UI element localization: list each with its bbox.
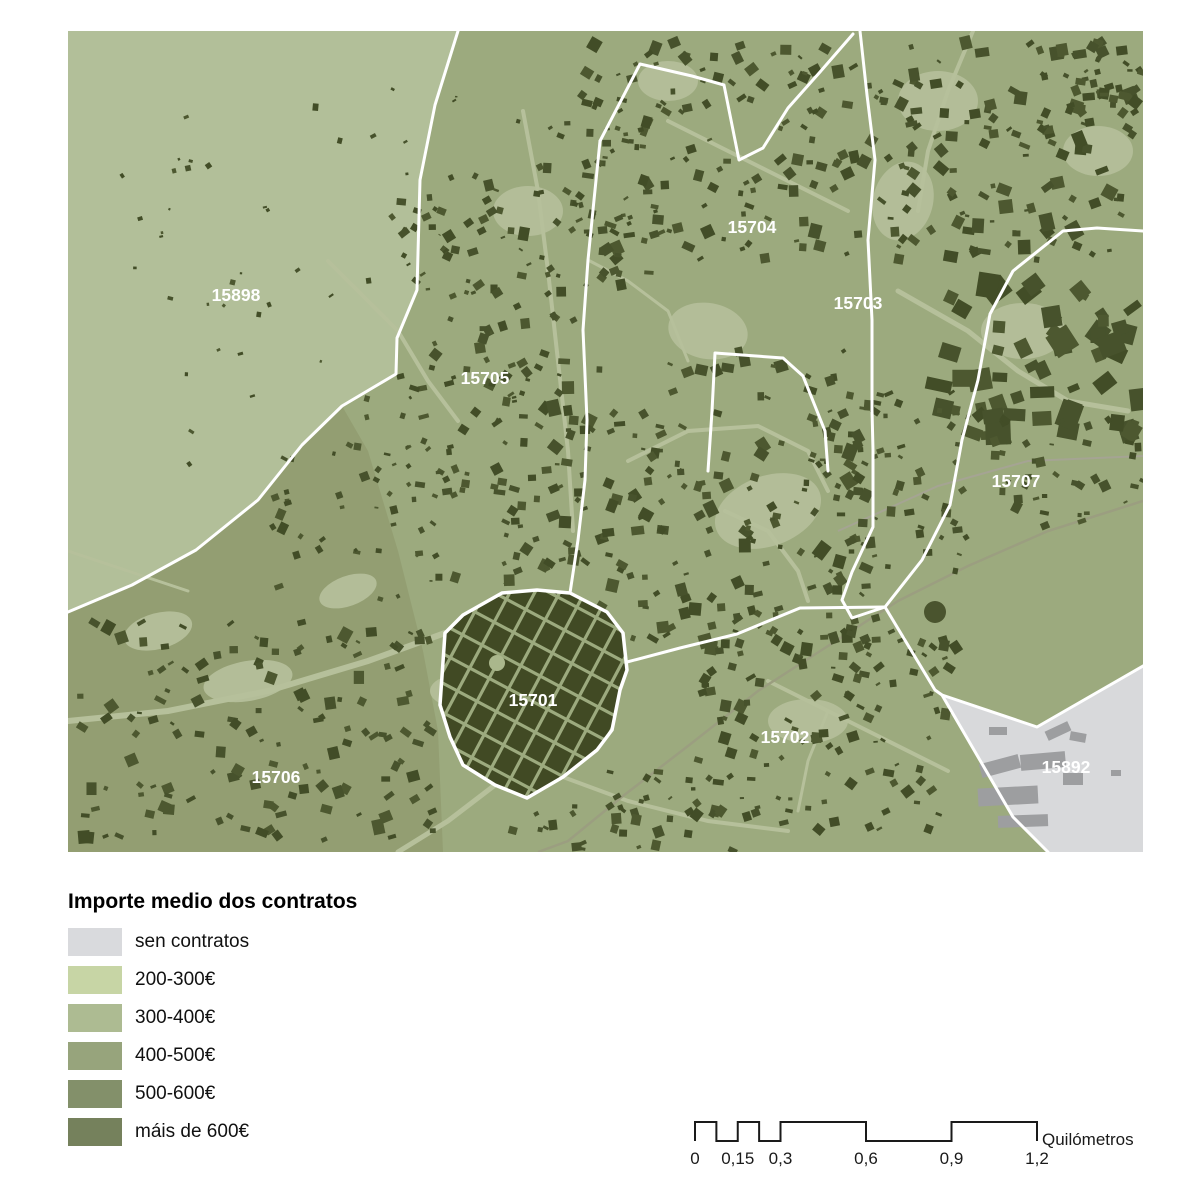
building (1109, 414, 1125, 432)
building (86, 782, 96, 795)
building (584, 229, 590, 233)
building (461, 479, 470, 488)
zone-label-15892: 15892 (1041, 757, 1091, 777)
legend-swatch (68, 1080, 122, 1108)
building (537, 827, 543, 833)
building (1077, 513, 1081, 517)
legend (68, 890, 488, 1156)
building (630, 814, 641, 826)
building (312, 103, 318, 111)
building (614, 421, 625, 427)
building (353, 442, 361, 450)
building (667, 815, 674, 822)
map-canvas (68, 31, 1143, 852)
building (829, 816, 840, 827)
building (548, 819, 557, 830)
building (831, 64, 845, 79)
building (451, 245, 461, 254)
building (1012, 230, 1020, 236)
building (1030, 386, 1055, 398)
building (964, 120, 969, 124)
building (520, 438, 528, 447)
building (354, 671, 364, 684)
building (602, 140, 611, 147)
legend-swatch (68, 1118, 122, 1146)
building (938, 639, 950, 651)
zone-label-15704: 15704 (727, 217, 777, 237)
building (717, 603, 726, 611)
building (886, 506, 895, 517)
building (598, 226, 608, 234)
building (832, 585, 842, 594)
building (885, 564, 891, 569)
building (738, 190, 743, 196)
building (459, 487, 465, 493)
building (138, 792, 144, 797)
building (139, 637, 147, 647)
building (685, 777, 693, 783)
building (872, 637, 881, 643)
building (713, 471, 723, 479)
building (598, 247, 605, 255)
building (256, 312, 261, 318)
building (741, 211, 746, 217)
building (908, 149, 915, 157)
scale-tick-0: 0 (690, 1149, 700, 1168)
building (615, 278, 627, 291)
building (615, 253, 622, 258)
zone-label-15707: 15707 (991, 471, 1041, 491)
building (809, 136, 816, 143)
building (745, 585, 754, 595)
building (721, 639, 730, 648)
building (1023, 154, 1029, 157)
building (949, 168, 956, 173)
building (691, 787, 696, 791)
building (757, 392, 764, 400)
legend-swatch (68, 928, 122, 956)
building (543, 163, 552, 174)
building (276, 742, 281, 747)
building (1041, 305, 1063, 328)
building (640, 144, 646, 149)
building (660, 181, 669, 190)
building (644, 477, 653, 486)
building (890, 227, 899, 237)
scale-tick-0,3: 0,3 (768, 1149, 793, 1168)
building (791, 153, 804, 166)
building (436, 470, 444, 474)
building-gray (978, 785, 1039, 806)
building (643, 189, 652, 194)
building (216, 746, 226, 758)
building (504, 574, 515, 586)
building (1034, 256, 1040, 263)
building (1082, 92, 1095, 101)
building (1075, 78, 1086, 86)
building (1134, 443, 1141, 452)
building (519, 414, 528, 419)
building (596, 366, 602, 372)
building (534, 495, 540, 502)
building (719, 699, 731, 712)
map (68, 31, 1143, 852)
building (490, 331, 492, 334)
building (161, 643, 170, 650)
legend-swatch (68, 1042, 122, 1070)
building (396, 198, 406, 206)
zone-label-15702: 15702 (760, 727, 810, 747)
building (1014, 495, 1023, 504)
building (654, 769, 664, 775)
building (955, 442, 960, 447)
legend-item (68, 966, 488, 994)
building (806, 160, 813, 164)
building (837, 512, 845, 516)
building (1100, 93, 1109, 97)
legend-item (68, 1004, 488, 1032)
building (833, 494, 840, 501)
legend-item (68, 1080, 488, 1108)
building (991, 451, 1000, 460)
scale-bar-line (695, 1122, 1037, 1141)
building (574, 488, 583, 496)
building (780, 45, 791, 55)
building (206, 303, 209, 306)
building (619, 829, 627, 836)
building (634, 144, 639, 150)
building (366, 277, 372, 283)
building (520, 318, 530, 329)
building (952, 526, 963, 533)
building (930, 78, 943, 89)
building (684, 830, 693, 839)
building (854, 230, 862, 238)
scale-bar (670, 1100, 1190, 1180)
building (1084, 118, 1094, 127)
building (846, 391, 854, 399)
building (710, 53, 718, 62)
building (910, 107, 922, 115)
building (778, 544, 783, 549)
building (805, 806, 811, 811)
roundabout (489, 655, 505, 671)
building (366, 627, 378, 637)
building (1042, 494, 1047, 498)
building (631, 525, 645, 535)
legend-label: 300-400€ (135, 1007, 216, 1028)
building (883, 414, 887, 419)
building (507, 227, 514, 234)
building (908, 67, 920, 82)
building (853, 487, 863, 496)
building (723, 159, 731, 164)
building (213, 651, 222, 660)
building (1035, 457, 1046, 468)
building (740, 797, 744, 799)
building (764, 763, 769, 767)
building (161, 231, 164, 234)
building (415, 550, 423, 556)
building (914, 800, 920, 804)
building (670, 88, 675, 94)
legend-items (68, 928, 488, 1146)
building (990, 183, 995, 188)
building (1114, 198, 1118, 202)
legend-item (68, 1118, 488, 1146)
building (642, 574, 648, 579)
scale-tick-0,6: 0,6 (854, 1149, 878, 1168)
building (611, 813, 622, 824)
building (1116, 45, 1128, 55)
building (623, 132, 628, 136)
building (376, 548, 382, 553)
building (497, 478, 507, 486)
building (502, 396, 511, 406)
scale-tick-0,15: 0,15 (721, 1149, 755, 1168)
legend-label: 500-600€ (135, 1083, 216, 1104)
building (644, 270, 654, 275)
building (446, 449, 452, 456)
building (337, 697, 342, 702)
scale-unit-label: Quilómetros (1042, 1130, 1134, 1149)
building (989, 129, 999, 139)
building (1084, 511, 1090, 515)
building (831, 667, 835, 669)
building (990, 220, 994, 222)
building (750, 187, 756, 193)
building (839, 652, 848, 660)
building (1129, 452, 1137, 460)
building (721, 237, 726, 242)
building (564, 121, 570, 126)
zone-label-15706: 15706 (251, 767, 301, 787)
building (952, 370, 973, 387)
building (804, 480, 810, 487)
building (455, 96, 458, 98)
zone-label-15703: 15703 (833, 293, 883, 313)
building (480, 326, 487, 331)
building (586, 129, 593, 137)
building (972, 218, 985, 233)
building (229, 646, 238, 653)
building (316, 769, 321, 773)
building (937, 408, 943, 414)
building (939, 108, 949, 118)
building (969, 108, 981, 119)
building (562, 381, 574, 394)
building (820, 459, 826, 462)
building (152, 830, 156, 835)
building (819, 729, 829, 738)
building (412, 497, 417, 503)
building (255, 662, 263, 670)
building (858, 519, 868, 527)
pond (924, 601, 946, 623)
building (272, 649, 279, 656)
legend-label: 400-500€ (135, 1045, 216, 1066)
building (789, 185, 799, 197)
building (821, 799, 827, 804)
building (572, 804, 577, 808)
building (998, 199, 1013, 214)
building (569, 415, 579, 425)
scale-tick-1,2: 1,2 (1025, 1149, 1049, 1168)
building (755, 678, 765, 688)
building (555, 463, 560, 465)
building (976, 272, 1001, 299)
building (256, 708, 262, 713)
building (747, 777, 756, 781)
building (788, 797, 792, 800)
building (429, 224, 436, 230)
building (435, 574, 442, 581)
building (675, 460, 680, 467)
building (1098, 315, 1109, 327)
building (563, 405, 573, 416)
building (133, 267, 137, 270)
building (324, 696, 336, 710)
building (185, 372, 188, 376)
building (656, 621, 669, 634)
legend-label: máis de 600€ (135, 1121, 250, 1142)
building (1127, 69, 1132, 72)
building (528, 475, 536, 482)
scale-tick-0,9: 0,9 (939, 1149, 964, 1168)
legend-label: 200-300€ (135, 969, 216, 990)
building (1032, 458, 1036, 463)
building (556, 287, 566, 297)
zone-label-15701: 15701 (508, 690, 558, 710)
legend-swatch (68, 1004, 122, 1032)
building (820, 635, 828, 640)
building (541, 466, 551, 474)
building (381, 776, 390, 781)
building (715, 647, 724, 654)
building (893, 253, 904, 264)
building (770, 518, 775, 521)
zone-label-15705: 15705 (460, 368, 510, 388)
building (259, 637, 268, 647)
building (240, 272, 243, 274)
building (889, 679, 897, 687)
building (861, 583, 870, 589)
building (688, 602, 701, 616)
building (185, 165, 192, 172)
building (744, 699, 750, 705)
building (1079, 104, 1086, 110)
building (77, 694, 83, 699)
legend-item (68, 1042, 488, 1070)
building (915, 529, 924, 538)
building (517, 501, 526, 510)
building (760, 253, 771, 264)
legend-title: Importe medio dos contratos (68, 890, 358, 913)
building (1032, 411, 1052, 426)
building (702, 492, 711, 500)
building (992, 372, 1007, 382)
building-gray (1111, 770, 1121, 776)
building (799, 217, 809, 227)
building (405, 172, 408, 175)
building (632, 433, 637, 438)
building-gray (989, 727, 1007, 735)
zone-label-15898: 15898 (211, 285, 261, 305)
building (834, 445, 843, 454)
building (884, 453, 891, 458)
building (194, 731, 204, 738)
building (511, 518, 520, 525)
building (993, 321, 1006, 334)
building (945, 131, 957, 142)
building (602, 528, 615, 537)
building (1018, 240, 1031, 255)
building (558, 358, 570, 364)
building (580, 425, 590, 434)
building (78, 830, 91, 844)
building (652, 214, 664, 224)
building (799, 243, 807, 251)
building (913, 476, 922, 485)
building (739, 538, 751, 552)
legend-label: sen contratos (135, 931, 250, 952)
legend-swatch (68, 966, 122, 994)
building (430, 828, 436, 833)
building (427, 194, 433, 201)
building (429, 580, 432, 582)
building (677, 469, 684, 476)
building (826, 612, 832, 618)
building (426, 288, 431, 291)
building (1109, 94, 1119, 103)
building (888, 217, 894, 220)
building (849, 549, 854, 553)
building (81, 813, 90, 818)
building (1056, 43, 1069, 57)
building (881, 98, 887, 105)
legend-item (68, 928, 488, 956)
